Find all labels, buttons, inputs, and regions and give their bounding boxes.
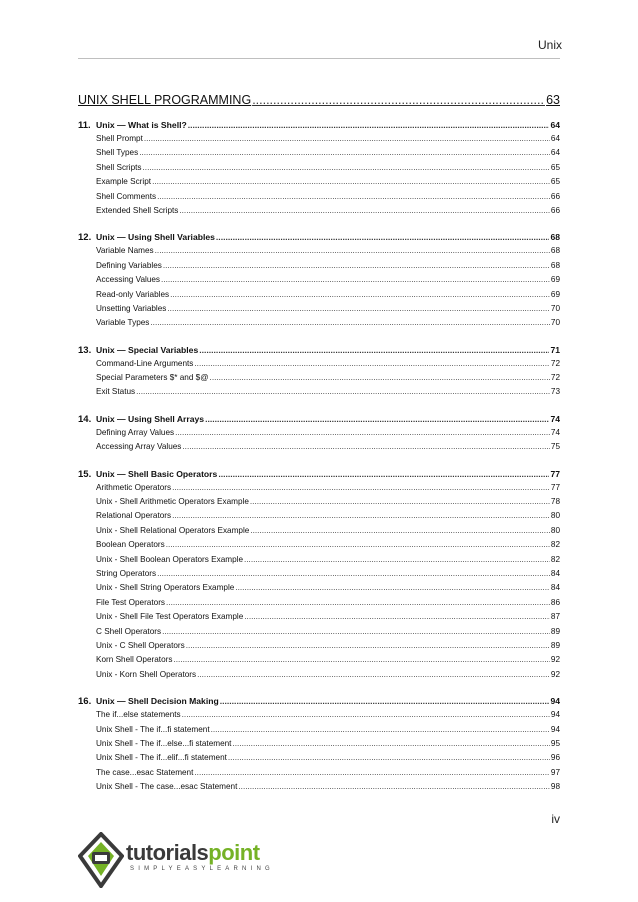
dot-leader bbox=[157, 190, 550, 204]
page-number: iv bbox=[551, 812, 560, 826]
chapter-number: 14. bbox=[78, 413, 92, 425]
dot-leader bbox=[173, 653, 549, 667]
dot-leader bbox=[199, 343, 549, 357]
section-title: Exit Status bbox=[96, 387, 136, 397]
section-page: 95 bbox=[550, 738, 560, 748]
chapter-title: Unix — Shell Basic Operators bbox=[96, 468, 218, 479]
section-page: 68 bbox=[550, 246, 560, 256]
section-page: 64 bbox=[550, 134, 560, 143]
dot-leader bbox=[172, 509, 550, 523]
chapter-number: 12. bbox=[78, 232, 92, 244]
toc-chapter-entry[interactable] bbox=[78, 118, 560, 132]
running-header: Unix bbox=[537, 38, 562, 52]
section-page: 84 bbox=[550, 583, 560, 593]
section-page: 96 bbox=[550, 753, 560, 763]
section-title: Shell Scripts bbox=[96, 162, 142, 172]
chapter-label bbox=[78, 412, 204, 427]
section-title: Unix Shell - The if...else...fi statement bbox=[96, 738, 232, 748]
toc-chapter-group bbox=[78, 118, 560, 218]
toc-section-entry[interactable] bbox=[78, 625, 560, 639]
chapter-label bbox=[78, 467, 217, 482]
dot-leader bbox=[194, 766, 550, 780]
section-page: 98 bbox=[550, 782, 560, 792]
chapter-title: Unix — Shell Decision Making bbox=[96, 696, 219, 707]
chapter-title: Unix — What is Shell? bbox=[96, 120, 187, 130]
section-page: 78 bbox=[550, 497, 560, 507]
section-page: 72 bbox=[550, 358, 560, 368]
section-title: Unix - Shell Relational Operators Example bbox=[96, 525, 250, 535]
chapter-page: 71 bbox=[550, 344, 560, 355]
toc-section-entry[interactable] bbox=[78, 316, 560, 330]
section-page: 68 bbox=[550, 260, 560, 270]
section-page: 80 bbox=[550, 511, 560, 521]
dot-leader bbox=[235, 581, 550, 595]
chapter-label bbox=[78, 230, 215, 245]
toc-section-entry[interactable] bbox=[78, 426, 560, 440]
logo-emblem-icon bbox=[78, 832, 124, 888]
section-title: File Test Operators bbox=[96, 597, 166, 607]
toc-section-entry[interactable] bbox=[78, 259, 560, 273]
section-title: Shell Types bbox=[96, 148, 139, 158]
dot-leader bbox=[139, 146, 550, 160]
toc-section-entry[interactable] bbox=[78, 190, 560, 204]
dot-leader bbox=[166, 596, 550, 610]
logo-word-green: point bbox=[208, 840, 260, 865]
toc-section-entry[interactable] bbox=[78, 553, 560, 567]
toc-section-entry[interactable] bbox=[78, 751, 560, 765]
section-page: 80 bbox=[550, 525, 560, 535]
chapter-number: 16. bbox=[78, 696, 92, 708]
section-page: 70 bbox=[550, 303, 560, 313]
section-page: 87 bbox=[550, 612, 560, 622]
section-title: Unix - Shell String Operators Example bbox=[96, 583, 235, 593]
logo-tagline: SIMPLYEASYLEARNING bbox=[130, 866, 274, 872]
chapter-page: 94 bbox=[550, 696, 560, 707]
toc-section-entry[interactable] bbox=[78, 371, 560, 385]
dot-leader bbox=[175, 426, 550, 440]
dot-leader bbox=[143, 161, 550, 175]
toc-section-entry[interactable] bbox=[78, 639, 560, 653]
toc-section-entry[interactable] bbox=[78, 610, 560, 624]
section-title: Unix - C Shell Operators bbox=[96, 640, 185, 650]
section-page: 82 bbox=[550, 554, 560, 564]
section-page: 73 bbox=[550, 387, 560, 397]
section-page: 64 bbox=[550, 148, 560, 158]
section-title: Read-only Variables bbox=[96, 289, 170, 299]
section-title: The if...else statements bbox=[96, 710, 181, 720]
chapter-page: 64 bbox=[550, 120, 560, 130]
chapter-number: 15. bbox=[78, 468, 92, 480]
dot-leader bbox=[216, 230, 550, 244]
section-title: Example Script bbox=[96, 177, 152, 187]
section-title: String Operators bbox=[96, 568, 157, 578]
toc-part-entry[interactable] bbox=[78, 90, 560, 110]
section-title: Command-Line Arguments bbox=[96, 358, 194, 368]
dot-leader bbox=[150, 316, 549, 330]
dot-leader bbox=[197, 668, 550, 682]
table-of-contents bbox=[78, 90, 560, 806]
section-page: 86 bbox=[550, 597, 560, 607]
section-title: Accessing Array Values bbox=[96, 442, 182, 452]
toc-section-entry[interactable] bbox=[78, 581, 560, 595]
dot-leader bbox=[179, 204, 550, 218]
toc-section-entry[interactable] bbox=[78, 495, 560, 509]
dot-leader bbox=[228, 751, 550, 765]
section-page: 65 bbox=[550, 177, 560, 187]
section-page: 69 bbox=[550, 289, 560, 299]
dot-leader bbox=[250, 495, 550, 509]
section-title: Relational Operators bbox=[96, 511, 172, 521]
section-page: 82 bbox=[550, 540, 560, 550]
dot-leader bbox=[155, 244, 550, 258]
dot-leader bbox=[218, 467, 549, 481]
dot-leader bbox=[144, 132, 550, 146]
toc-section-entry[interactable] bbox=[78, 440, 560, 454]
toc-section-entry[interactable] bbox=[78, 302, 560, 316]
dot-leader bbox=[182, 440, 549, 454]
toc-section-entry[interactable] bbox=[78, 653, 560, 667]
toc-section-entry[interactable] bbox=[78, 538, 560, 552]
dot-leader bbox=[220, 694, 550, 708]
dot-leader bbox=[188, 118, 550, 132]
chapter-page: 77 bbox=[550, 468, 560, 479]
toc-section-entry[interactable] bbox=[78, 708, 560, 722]
dot-leader bbox=[210, 371, 550, 385]
dot-leader bbox=[182, 708, 550, 722]
toc-section-entry[interactable] bbox=[78, 357, 560, 371]
section-title: Boolean Operators bbox=[96, 540, 165, 550]
chapter-number: 13. bbox=[78, 344, 92, 356]
chapter-title: Unix — Using Shell Variables bbox=[96, 232, 215, 243]
chapter-label bbox=[78, 343, 198, 358]
chapter-page: 68 bbox=[550, 232, 560, 243]
dot-leader bbox=[238, 780, 550, 794]
toc-chapter-group bbox=[78, 230, 560, 330]
toc-section-entry[interactable] bbox=[78, 766, 560, 780]
toc-chapter-group bbox=[78, 343, 560, 400]
toc-section-entry[interactable] bbox=[78, 273, 560, 287]
toc-chapter-group bbox=[78, 467, 560, 682]
section-page: 72 bbox=[550, 373, 560, 383]
toc-chapter-group bbox=[78, 412, 560, 455]
chapter-title: Unix — Using Shell Arrays bbox=[96, 413, 205, 424]
section-page: 89 bbox=[550, 640, 560, 650]
tutorialspoint-logo bbox=[78, 832, 278, 888]
section-title: Shell Comments bbox=[96, 191, 157, 201]
part-title: UNIX SHELL PROGRAMMING bbox=[78, 93, 252, 107]
section-page: 97 bbox=[550, 767, 560, 777]
section-title: Unix Shell - The if...elif...fi statement bbox=[96, 753, 227, 763]
chapter-page: 74 bbox=[550, 413, 560, 424]
dot-leader bbox=[232, 737, 549, 751]
toc-section-entry[interactable] bbox=[78, 737, 560, 751]
toc-section-entry[interactable] bbox=[78, 668, 560, 682]
dot-leader bbox=[162, 625, 550, 639]
toc-section-entry[interactable] bbox=[78, 132, 560, 146]
toc-section-entry[interactable] bbox=[78, 288, 560, 302]
section-title: Variable Names bbox=[96, 246, 154, 256]
toc-section-entry[interactable] bbox=[78, 146, 560, 160]
section-page: 66 bbox=[550, 205, 560, 215]
section-page: 84 bbox=[550, 568, 560, 578]
toc-section-entry[interactable] bbox=[78, 175, 560, 189]
section-title: Defining Variables bbox=[96, 260, 162, 270]
dot-leader bbox=[157, 567, 550, 581]
toc-section-entry[interactable] bbox=[78, 161, 560, 175]
section-title: Unix - Shell File Test Operators Example bbox=[96, 612, 244, 622]
dot-leader bbox=[161, 273, 550, 287]
section-title: Variable Types bbox=[96, 318, 150, 328]
toc-chapter-entry[interactable] bbox=[78, 412, 560, 426]
logo-wordmark bbox=[126, 840, 260, 866]
section-title: Special Parameters $* and $@ bbox=[96, 373, 209, 383]
dot-leader bbox=[163, 259, 550, 273]
section-page: 89 bbox=[550, 626, 560, 636]
dot-leader bbox=[211, 723, 550, 737]
section-page: 92 bbox=[550, 655, 560, 665]
toc-section-entry[interactable] bbox=[78, 481, 560, 495]
dot-leader bbox=[244, 610, 550, 624]
toc-section-entry[interactable] bbox=[78, 509, 560, 523]
section-title: Unix - Korn Shell Operators bbox=[96, 669, 197, 679]
toc-chapter-group bbox=[78, 694, 560, 794]
toc-section-entry[interactable] bbox=[78, 204, 560, 218]
part-page: 63 bbox=[546, 93, 560, 107]
toc-chapter-entry[interactable] bbox=[78, 467, 560, 481]
dot-leader bbox=[136, 385, 550, 399]
section-page: 69 bbox=[550, 275, 560, 285]
chapter-label bbox=[78, 694, 219, 709]
section-page: 94 bbox=[550, 724, 560, 734]
section-title: Shell Prompt bbox=[96, 134, 143, 143]
logo-word-dark: tutorials bbox=[126, 840, 209, 865]
dot-leader bbox=[152, 175, 550, 189]
dot-leader bbox=[166, 538, 550, 552]
dot-leader bbox=[252, 90, 545, 110]
toc-section-entry[interactable] bbox=[78, 385, 560, 399]
section-page: 65 bbox=[550, 162, 560, 172]
section-page: 70 bbox=[550, 318, 560, 328]
toc-chapter-entry[interactable] bbox=[78, 230, 560, 244]
section-page: 77 bbox=[550, 482, 560, 492]
toc-section-entry[interactable] bbox=[78, 723, 560, 737]
section-page: 92 bbox=[550, 669, 560, 679]
toc-section-entry[interactable] bbox=[78, 244, 560, 258]
toc-section-entry[interactable] bbox=[78, 780, 560, 794]
section-title: Unix Shell - The case...esac Statement bbox=[96, 782, 238, 792]
chapter-label bbox=[78, 118, 187, 133]
section-title: Unix Shell - The if...fi statement bbox=[96, 724, 210, 734]
toc-section-entry[interactable] bbox=[78, 524, 560, 538]
dot-leader bbox=[250, 524, 550, 538]
section-title: The case...esac Statement bbox=[96, 767, 194, 777]
section-title: Korn Shell Operators bbox=[96, 655, 173, 665]
dot-leader bbox=[194, 357, 550, 371]
section-page: 94 bbox=[550, 710, 560, 720]
section-title: Arithmetic Operators bbox=[96, 482, 172, 492]
toc-section-entry[interactable] bbox=[78, 596, 560, 610]
section-page: 66 bbox=[550, 191, 560, 201]
chapter-title: Unix — Special Variables bbox=[96, 344, 199, 355]
section-title: C Shell Operators bbox=[96, 626, 162, 636]
dot-leader bbox=[186, 639, 550, 653]
section-title: Unsetting Variables bbox=[96, 303, 167, 313]
toc-chapter-entry[interactable] bbox=[78, 694, 560, 708]
header-rule bbox=[78, 58, 560, 59]
section-page: 75 bbox=[550, 442, 560, 452]
section-title: Unix - Shell Arithmetic Operators Example bbox=[96, 497, 249, 507]
chapter-list bbox=[78, 118, 560, 794]
dot-leader bbox=[205, 412, 549, 426]
dot-leader bbox=[172, 481, 550, 495]
chapter-number: 11. bbox=[78, 120, 91, 131]
toc-section-entry[interactable] bbox=[78, 567, 560, 581]
toc-chapter-entry[interactable] bbox=[78, 343, 560, 357]
dot-leader bbox=[167, 302, 550, 316]
section-title: Unix - Shell Boolean Operators Example bbox=[96, 554, 243, 564]
dot-leader bbox=[244, 553, 550, 567]
dot-leader bbox=[170, 288, 550, 302]
section-page: 74 bbox=[550, 427, 560, 437]
section-title: Defining Array Values bbox=[96, 427, 175, 437]
section-title: Accessing Values bbox=[96, 275, 161, 285]
section-title: Extended Shell Scripts bbox=[96, 205, 179, 215]
